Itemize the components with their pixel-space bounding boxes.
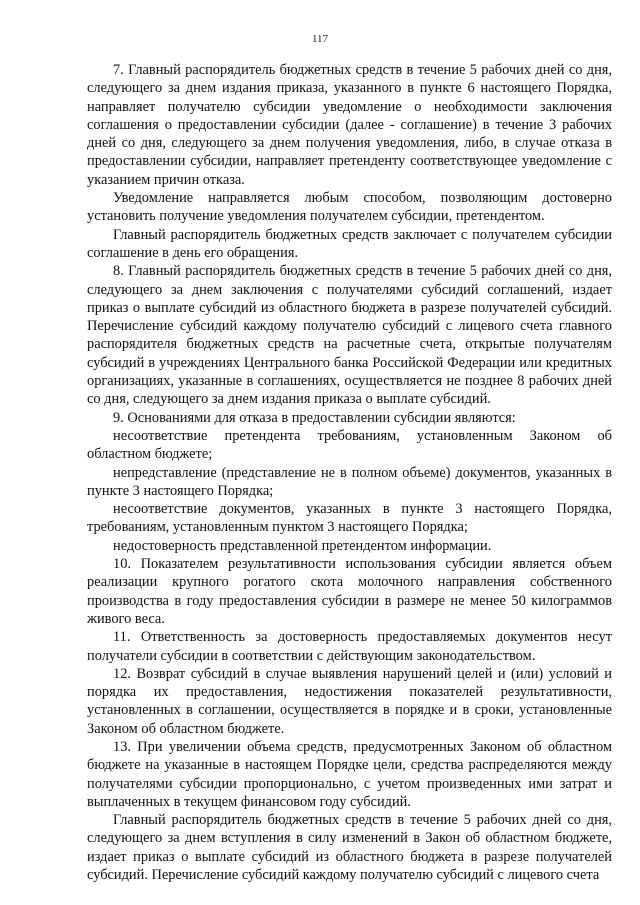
paragraph-8: 8. Главный распорядитель бюджетных средств в течение 5 рабочих дней со дня, следующего за днем заключения с получателями субсидий соглашений, издает приказ о выплате субсидий из областного бюджета в разрезе получателей субсидий. Перечисление субсидий каждому получателю субсидий с лицевого счета главного распорядителя бюджетных средств на расчетные счета, открытые получателям субсидий в учреждениях Центрального банка Российской Федерации или кредитных организациях, указанные в соглашениях, осуществляется не позднее 8 рабочих дней со дня, следующего за днем издания приказа о выплате субсидий. [87, 263, 612, 408]
refusal-reason-item: непредставление (представление не в полном объеме) документов, указанных в пункте 3 настоящего Порядка; [87, 464, 612, 499]
refusal-reason-item: несоответствие претендента требованиям, установленным Законом об областном бюджете; [87, 427, 612, 463]
paragraph-11: 11. Ответственность за достоверность предоставляемых документов несут получатели субсидии в соответствии с действующим законодательством. [87, 629, 612, 664]
document-body [87, 61, 612, 884]
paragraph-10: 10. Показателем результативности использования субсидии является объем реализации крупного рогатого скота молочного направления собственного производства в году предоставления субсидии в размере не менее 50 килограммов живого веса. [87, 556, 612, 627]
refusal-reason-item: несоответствие документов, указанных в пункте 3 настоящего Порядка, требованиям, установленным пунктом 3 настоящего Порядка; [87, 501, 612, 536]
paragraph-13-continuation: Главный распорядитель бюджетных средств в течение 5 рабочих дней со дня, следующего за днем вступления в силу изменений в Закон об областном бюджете, издает приказ о выплате субсидий из областного бюджета в разрезе получателей субсидий. Перечисление субсидий каждому получателю субсидий с лицевого счета [87, 812, 612, 884]
page-number: 117 [311, 33, 329, 45]
paragraph-notification-method: Уведомление направляется любым способом, позволяющим достоверно установить получение уведомления получателем субсидии, претендентом. [87, 190, 612, 225]
paragraph-9: 9. Основаниями для отказа в предоставлении субсидии являются: [113, 409, 516, 426]
paragraph-13: 13. При увеличении объема средств, предусмотренных Законом об областном бюджете на указанные в настоящем Порядке цели, средства распределяются между получателями субсидии пропорционально, с учетом произведенных ими затрат и выплаченных в текущем финансовом году субсидий. [87, 738, 612, 810]
paragraph-7: 7. Главный распорядитель бюджетных средств в течение 5 рабочих дней со дня, следующего за днем издания приказа, указанного в пункте 6 настоящего Порядка, направляет получателю субсидии уведомление о необходимости заключения соглашения о предоставлении субсидии (далее - соглашение) в течение 3 рабочих дней со дня, следующего за днем получения уведомления, либо, в случае отказа в предоставлении субсидии, направляет претенденту соответствующее уведомление с указанием причин отказа. [87, 62, 612, 188]
refusal-reason-item: недостоверность представленной претендентом информации. [113, 537, 492, 554]
paragraph-agreement-conclusion: Главный распорядитель бюджетных средств заключает с получателем субсидии соглашение в день его обращения. [87, 226, 612, 261]
paragraph-12: 12. Возврат субсидий в случае выявления нарушений целей и (или) условий и порядка их предоставления, недостижения показателей результативности, установленных в соглашении, осуществляется в порядке и в сроки, установленные Законом об областном бюджете. [87, 665, 612, 737]
